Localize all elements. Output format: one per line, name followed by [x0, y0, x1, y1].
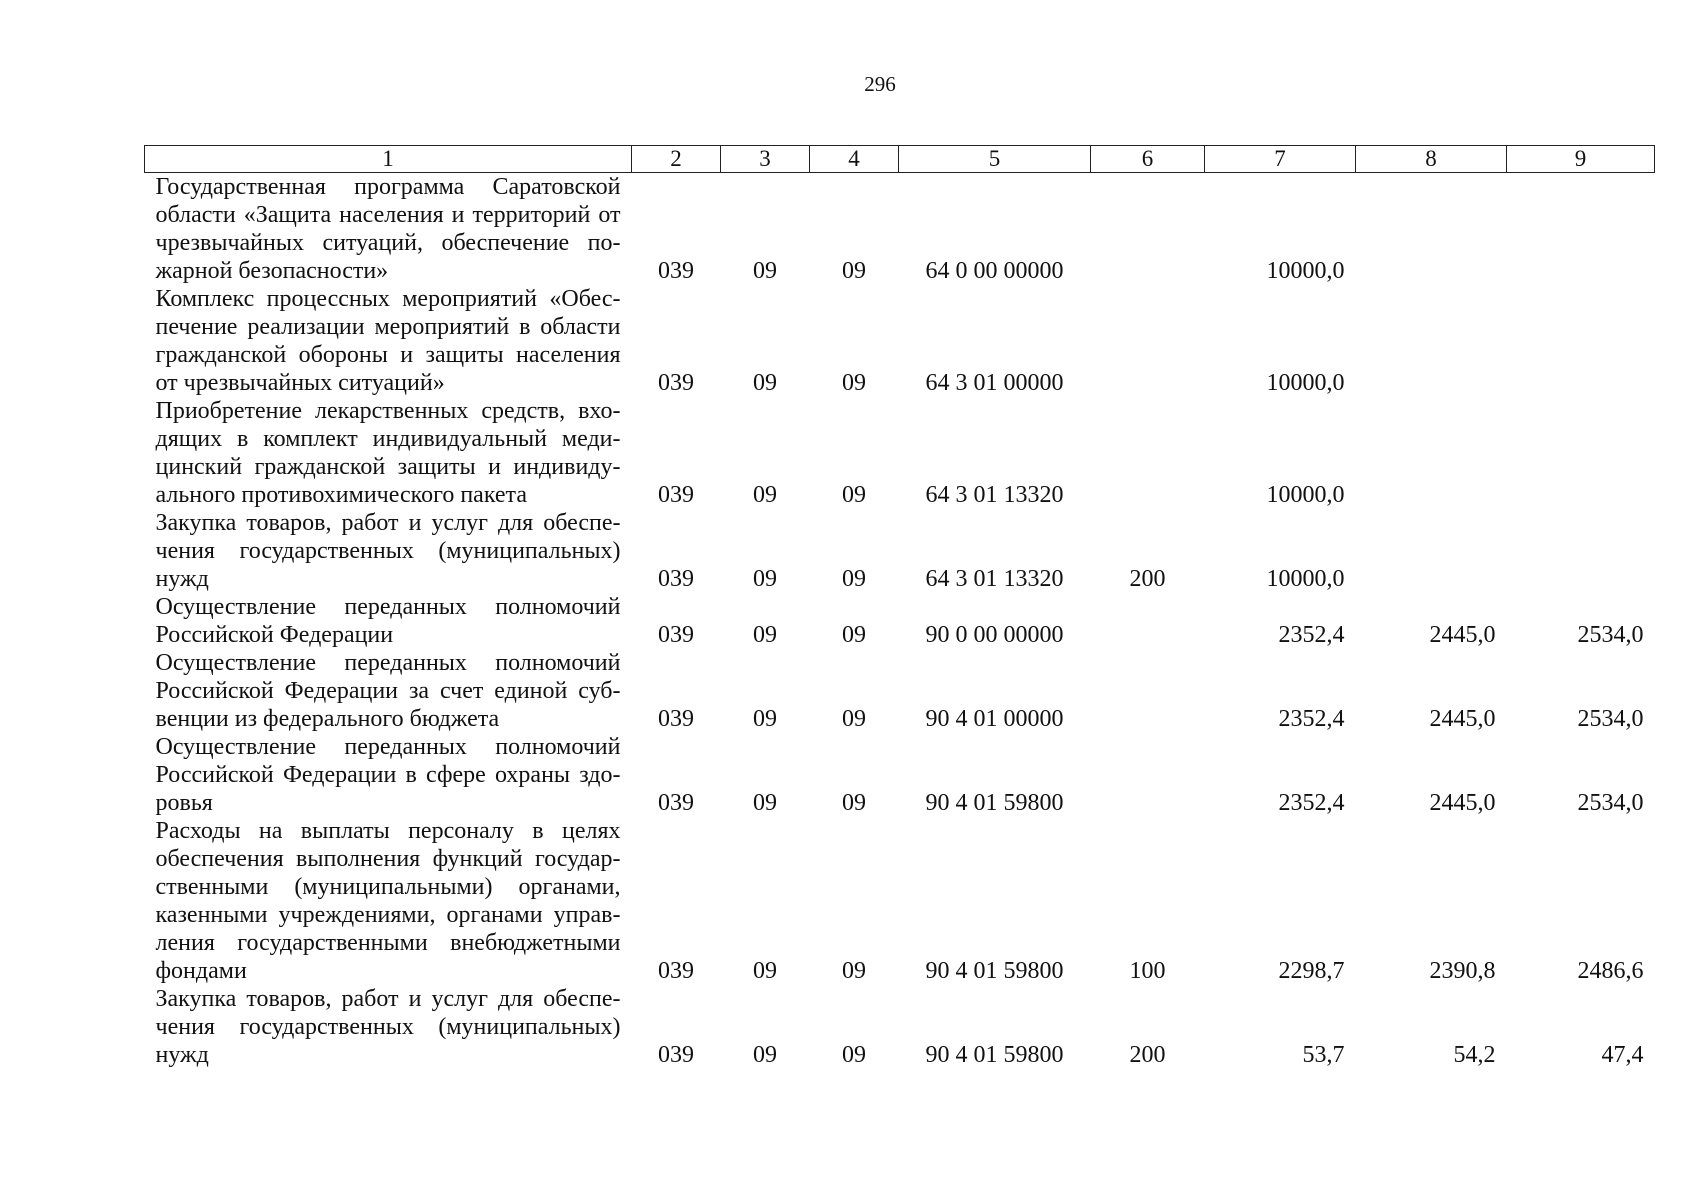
table-row	[145, 397, 1655, 509]
col-3-value: 09	[753, 258, 777, 284]
col-3-value: 09	[753, 706, 777, 732]
col-3-value: 09	[753, 790, 777, 816]
table-header-row	[145, 146, 1655, 173]
row-name: Закупка товаров, работ и услуг для обеспечения государственных (муниципальных) нужд	[155, 986, 621, 1068]
col-7-value: 10000,0	[1266, 258, 1345, 284]
col-3-value: 09	[753, 1042, 777, 1068]
col-3-value: 09	[753, 958, 777, 984]
col-4-value: 09	[842, 258, 866, 284]
table-row	[145, 649, 1655, 733]
row-name: Закупка товаров, работ и услуг для обеспечения государственных (муниципальных) нужд	[155, 510, 621, 592]
col-6-value	[1091, 733, 1205, 817]
col-2-value: 039	[658, 258, 694, 284]
col-4-value: 09	[842, 622, 866, 648]
column-header: 8	[1356, 146, 1507, 173]
col-7-value: 10000,0	[1266, 566, 1345, 592]
col-4-value: 09	[842, 566, 866, 592]
col-5-value: 90 4 01 59800	[925, 1042, 1064, 1068]
col-8-value: 2445,0	[1429, 790, 1496, 816]
column-header: 5	[899, 146, 1091, 173]
col-6-value: 100	[1129, 958, 1166, 984]
col-2-value: 039	[658, 482, 694, 508]
col-6-value: 200	[1129, 566, 1166, 592]
col-7-value: 2352,4	[1278, 706, 1345, 732]
col-8-value	[1356, 397, 1507, 509]
col-2-value: 039	[658, 566, 694, 592]
row-name: Государственная программа Саратовской области «Защита населения и территорий от чрезвычайных ситуаций, обеспечение пожарной безопасности»	[155, 174, 621, 284]
column-header: 4	[810, 146, 899, 173]
col-9-value	[1507, 509, 1655, 593]
col-7-value: 2352,4	[1278, 790, 1345, 816]
col-9-value: 2534,0	[1577, 622, 1644, 648]
col-8-value: 2390,8	[1429, 958, 1496, 984]
col-5-value: 64 3 01 13320	[925, 482, 1064, 508]
col-2-value: 039	[658, 622, 694, 648]
col-7-value: 10000,0	[1266, 482, 1345, 508]
col-6-value: 200	[1129, 1042, 1166, 1068]
col-6-value	[1091, 173, 1205, 286]
col-9-value	[1507, 397, 1655, 509]
col-8-value: 2445,0	[1429, 706, 1496, 732]
col-2-value: 039	[658, 706, 694, 732]
table-body	[145, 173, 1655, 1070]
col-3-value: 09	[753, 370, 777, 396]
col-5-value: 64 0 00 00000	[925, 258, 1064, 284]
col-3-value: 09	[753, 622, 777, 648]
column-header: 3	[721, 146, 810, 173]
row-name: Осуществление переданных полномочий Российской Федерации в сфере охраны здоровья	[155, 734, 621, 816]
col-5-value: 90 0 00 00000	[925, 622, 1064, 648]
table-row	[145, 509, 1655, 593]
col-4-value: 09	[842, 482, 866, 508]
col-7-value: 2298,7	[1278, 958, 1345, 984]
col-9-value: 2534,0	[1577, 790, 1644, 816]
budget-table	[144, 145, 1655, 1069]
col-4-value: 09	[842, 958, 866, 984]
row-name: Осуществление переданных полномочий Российской Федерации	[155, 594, 621, 648]
col-8-value: 2445,0	[1429, 622, 1496, 648]
table-row	[145, 733, 1655, 817]
col-8-value	[1356, 173, 1507, 286]
col-7-value: 10000,0	[1266, 370, 1345, 396]
col-9-value	[1507, 173, 1655, 286]
col-9-value: 2534,0	[1577, 706, 1644, 732]
col-4-value: 09	[842, 790, 866, 816]
col-6-value	[1091, 285, 1205, 397]
col-2-value: 039	[658, 958, 694, 984]
page-number: 296	[864, 72, 896, 96]
col-2-value: 039	[658, 1042, 694, 1068]
col-6-value	[1091, 397, 1205, 509]
col-3-value: 09	[753, 566, 777, 592]
col-4-value: 09	[842, 706, 866, 732]
col-8-value	[1356, 285, 1507, 397]
col-7-value: 53,7	[1302, 1042, 1345, 1068]
row-name: Приобретение лекарственных средств, входящих в комплект индивидуальный медицинский гражданской защиты и индивидуального противохимического пакета	[155, 398, 621, 508]
row-name: Расходы на выплаты персоналу в целях обеспечения выполнения функций государственными (муниципальными) органами, казенными учреждениями, органами управления государственными внебюджетными фондами	[155, 818, 621, 984]
table-row	[145, 173, 1655, 286]
col-8-value: 54,2	[1453, 1042, 1496, 1068]
col-5-value: 64 3 01 00000	[925, 370, 1064, 396]
col-6-value	[1091, 649, 1205, 733]
table-row	[145, 985, 1655, 1069]
col-5-value: 90 4 01 59800	[925, 958, 1064, 984]
table-row	[145, 817, 1655, 985]
col-5-value: 64 3 01 13320	[925, 566, 1064, 592]
col-4-value: 09	[842, 1042, 866, 1068]
col-9-value	[1507, 285, 1655, 397]
col-8-value	[1356, 509, 1507, 593]
col-5-value: 90 4 01 59800	[925, 790, 1064, 816]
col-9-value: 2486,6	[1577, 958, 1644, 984]
row-name: Комплекс процессных мероприятий «Обеспечение реализации мероприятий в области гражданской обороны и защиты населения от чрезвычайных ситуаций»	[155, 286, 621, 396]
col-4-value: 09	[842, 370, 866, 396]
column-header: 9	[1507, 146, 1655, 173]
column-header: 2	[632, 146, 721, 173]
column-header: 1	[145, 146, 632, 173]
column-header: 7	[1205, 146, 1356, 173]
col-2-value: 039	[658, 790, 694, 816]
col-2-value: 039	[658, 370, 694, 396]
column-header: 6	[1091, 146, 1205, 173]
col-7-value: 2352,4	[1278, 622, 1345, 648]
table-row	[145, 285, 1655, 397]
col-3-value: 09	[753, 482, 777, 508]
row-name: Осуществление переданных полномочий Российской Федерации за счет единой субвенции из федерального бюджета	[155, 650, 621, 732]
col-5-value: 90 4 01 00000	[925, 706, 1064, 732]
col-6-value	[1091, 593, 1205, 649]
col-9-value: 47,4	[1601, 1042, 1644, 1068]
table-row	[145, 593, 1655, 649]
